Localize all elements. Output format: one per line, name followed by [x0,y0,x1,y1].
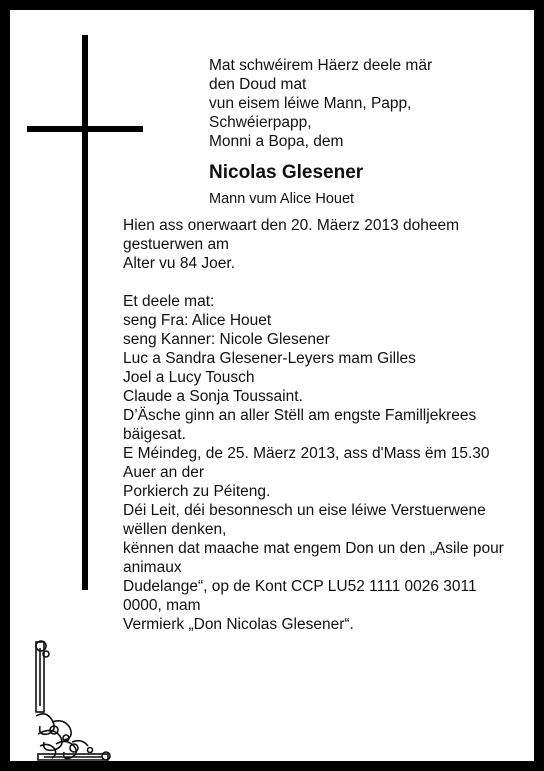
corner-ornament-icon [32,638,112,762]
family-list: Et deele mat: seng Fra: Alice Houet seng Kanner: Nicole Glesener Luc a Sandra Glesener-Leyers mam Gilles Joel a Lucy Tousch Claude a Sonja Toussaint. [123,293,416,405]
donation-info: Déi Leit, déi besonnesch un eise léiwe Verstuerwene wëllen denken, kënnen dat maache mat engem Don un den „Asile pour animaux Dudelange“, op de Kont CCP LU52 1111 0026 3011 0000, mam Vermierk „Don Nicolas Glesener“. [123,502,504,633]
intro-text: Mat schwéirem Häerz deele mär den Doud mat vun eisem léiwe Mann, Papp, Schwéierpapp, Monni a Bopa, dem [209,57,433,150]
spouse-line: Mann vum Alice Houet [209,191,355,207]
burial-info: D’Äsche ginn an aller Stëll am engste Familljekrees bäigesat. E Méindeg, de 25. Mäerz 2013, ass d'Mass ëm 15.30 Auer an der Porkierch zu Péiteng. [123,407,490,500]
death-notice: Hien ass onerwaart den 20. Mäerz 2013 doheem gestuerwen am Alter vu 84 Joer. [123,217,460,272]
cross-icon-crossbar [27,126,143,132]
cross-icon [82,35,88,590]
deceased-name: Nicolas Glesener [209,162,364,183]
notice-body [123,216,538,634]
